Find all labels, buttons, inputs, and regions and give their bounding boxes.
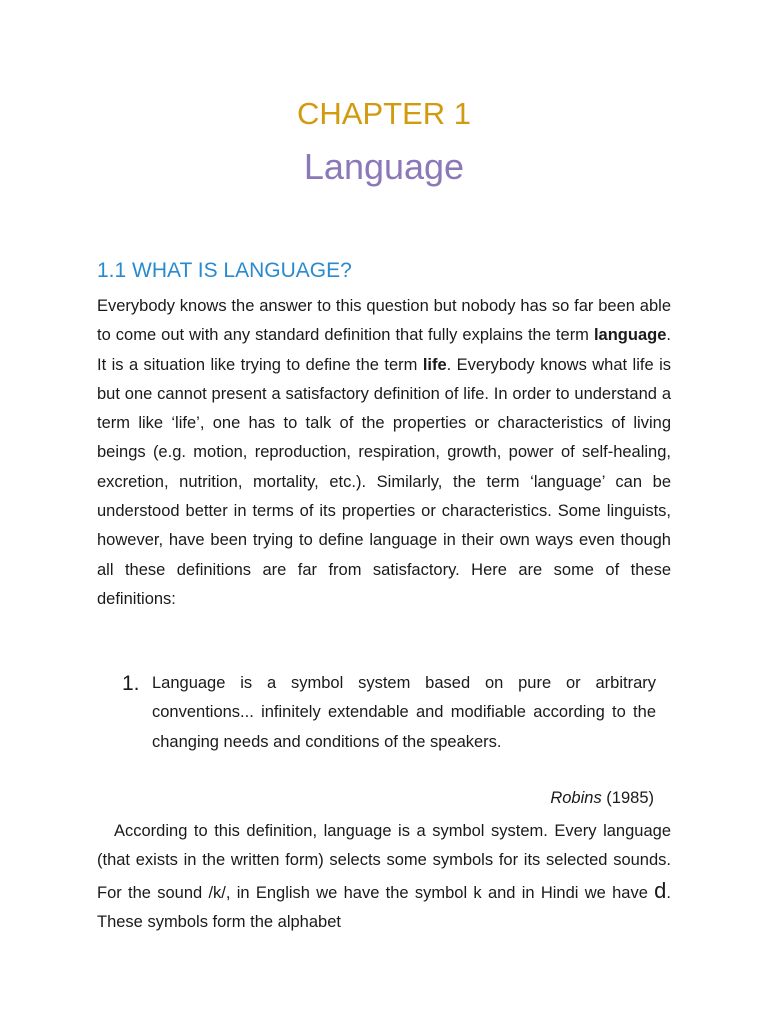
citation: [550, 784, 654, 812]
bold-term-life: life: [422, 355, 447, 374]
body-paragraph-2: [97, 817, 671, 937]
paragraph-text: . Everybody knows what life is but one cannot present a satisfactory definition of life. In order to understand a term like ‘life’, one has to talk of the properties or characteristics of living beings (e.g. motion, reproduction, respiration, growth, power of self-healing, excretion, nutrition, mortality, etc.). Similarly, the term ‘language’ can be understood better in terms of its properties or characteristics. Some linguists, however, have been trying to define language in their own ways even though all these definitions are far from satisfactory. Here are some of these definitions:: [97, 355, 671, 608]
paragraph-text: . These symbols form the alphabet: [97, 883, 671, 931]
paragraph-text: , in English we have the symbol k and in Hindi we have: [225, 883, 655, 902]
chapter-label: CHAPTER 1: [297, 96, 471, 131]
body-paragraph-1: [97, 292, 671, 614]
paragraph-text: . It is a situation like trying to define the term: [97, 326, 671, 374]
citation-author: Robins: [550, 789, 602, 807]
sound-notation: /k/: [208, 883, 226, 902]
chapter-title: Language: [303, 146, 465, 187]
definition-text: Language is a symbol system based on pure or arbitrary conventions... infinitely extendable and modifiable according to the changing needs and conditions of the speakers.: [152, 674, 656, 751]
hindi-symbol: d: [654, 877, 667, 903]
paragraph-text: Everybody knows the answer to this question but nobody has so far been able to come out with any standard definition that fully explains the term: [97, 297, 671, 345]
list-number: 1.: [122, 672, 140, 695]
section-heading: 1.1 WHAT IS LANGUAGE?: [97, 259, 352, 282]
bold-term-language: language: [593, 326, 667, 345]
citation-year: (1985): [601, 789, 654, 807]
paragraph-text: According to this definition, language is a symbol system. Every language (that exists in the written form) selects some symbols for its selected sounds. For the sound: [97, 822, 671, 902]
